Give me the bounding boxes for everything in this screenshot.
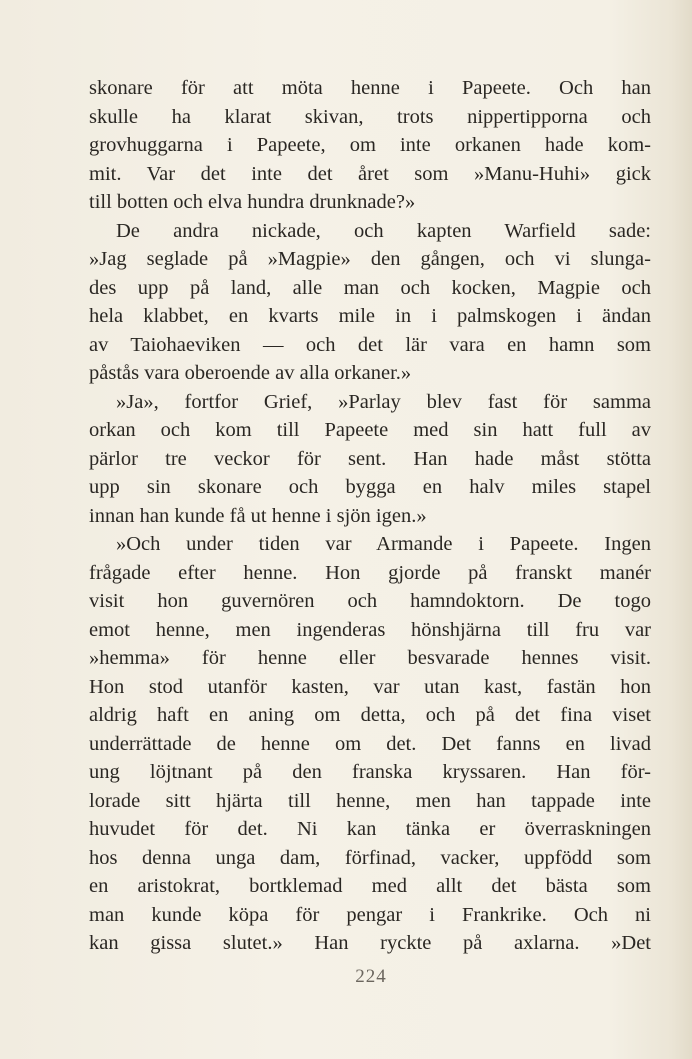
text-line: emot henne, men ingenderas hönshjärna till fru var (89, 618, 651, 641)
text-line: mit. Var det inte det året som »Manu-Huhi» gick (89, 162, 651, 185)
body-text (89, 74, 651, 958)
text-line: en aristokrat, bortklemad med allt det bästa som (89, 875, 651, 897)
text-line: innan han kunde få ut henne i sjön igen.» (89, 504, 427, 527)
page-number: 224 (355, 966, 387, 987)
text-line: orkan och kom till Papeete med sin hatt full av (89, 419, 651, 441)
text-line: påstås vara oberoende av alla orkaner.» (89, 362, 412, 384)
text-line: skonare för att möta henne i Papeete. Och han (89, 77, 651, 99)
text-line: pärlor tre veckor för sent. Han hade måst stötta (89, 447, 651, 470)
text-line: des upp på land, alle man och kocken, Magpie och (89, 276, 651, 299)
text-line: upp sin skonare och bygga en halv miles stapel (89, 476, 651, 498)
text-line: »Jag seglade på »Magpie» den gången, och vi slunga- (89, 248, 651, 270)
text-line: De andra nickade, och kapten Warfield sade: (116, 219, 651, 242)
text-line: »Ja», fortfor Grief, »Parlay blev fast för samma (116, 390, 651, 413)
text-line: skulle ha klarat skivan, trots nippertipporna och (89, 105, 651, 128)
text-line: frågade efter henne. Hon gjorde på franskt manér (89, 561, 651, 584)
text-line: aldrig haft en aning om detta, och på det fina viset (89, 704, 651, 726)
text-line: underrättade de henne om det. Det fanns en livad (89, 732, 651, 755)
text-line: till botten och elva hundra drunknade?» (89, 191, 416, 213)
text-line: visit hon guvernören och hamndoktorn. De togo (89, 590, 651, 612)
text-line: lorade sitt hjärta till henne, men han tappade inte (89, 789, 651, 812)
text-line: ung löjtnant på den franska kryssaren. Han för- (89, 761, 651, 783)
text-line: »Och under tiden var Armande i Papeete. Ingen (116, 533, 651, 555)
text-line: av Taiohaeviken — och det lär vara en hamn som (89, 333, 651, 356)
text-line: hela klabbet, en kvarts mile in i palmskogen i ändan (89, 305, 651, 327)
text-line: grovhuggarna i Papeete, om inte orkanen hade kom- (89, 134, 651, 156)
text-line: kan gissa slutet.» Han ryckte på axlarna. »Det (89, 932, 651, 954)
text-line: man kunde köpa för pengar i Frankrike. Och ni (89, 903, 651, 926)
text-line: hos denna unga dam, förfinad, vacker, uppfödd som (89, 846, 651, 869)
text-line: Hon stod utanför kasten, var utan kast, fastän hon (89, 675, 651, 698)
text-line: »hemma» för henne eller besvarade hennes visit. (89, 647, 651, 669)
text-line: huvudet för det. Ni kan tänka er överraskningen (89, 818, 651, 840)
